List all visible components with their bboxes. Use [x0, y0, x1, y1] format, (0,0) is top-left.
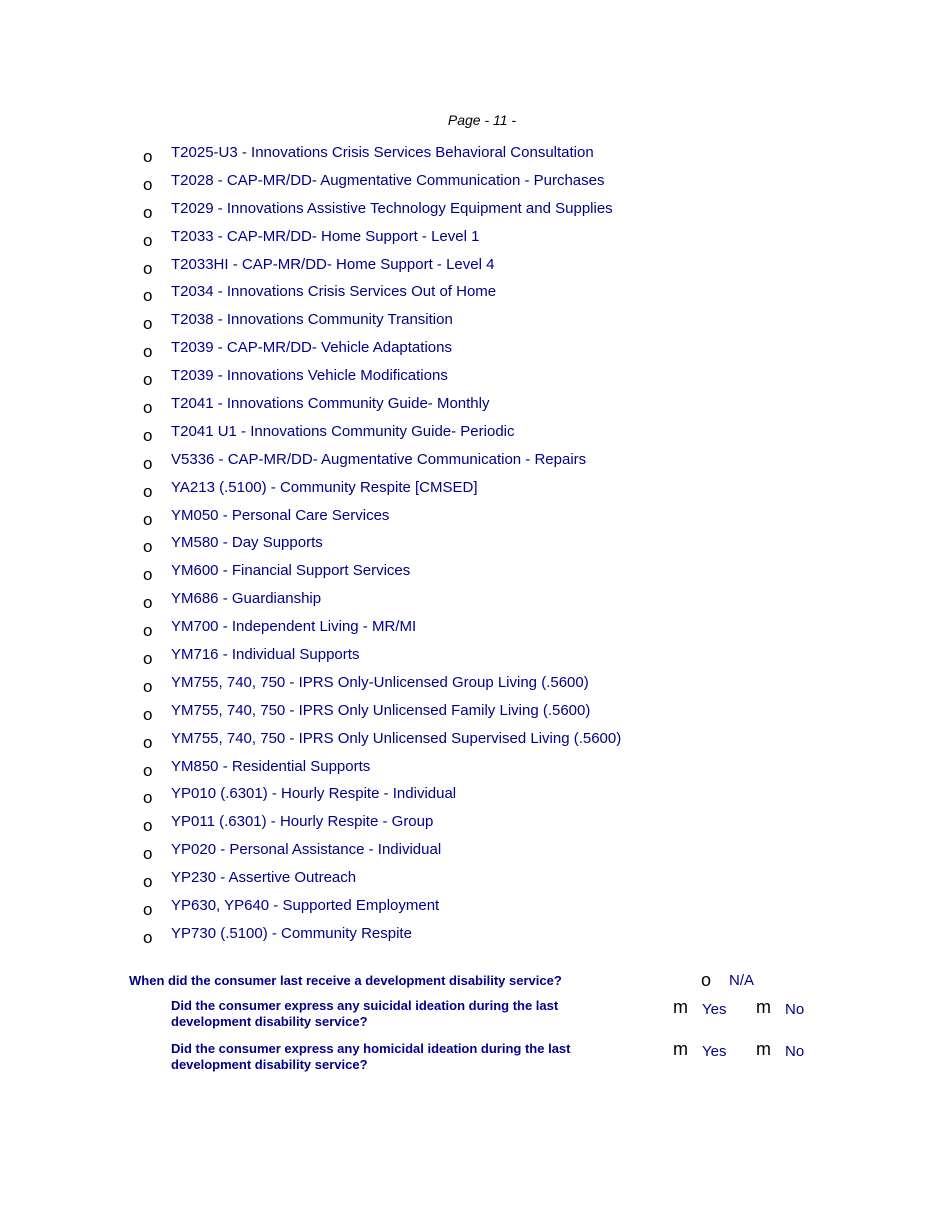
bullet-icon: o [143, 314, 153, 334]
bullet-icon: o [143, 649, 153, 669]
service-label: YP010 (.6301) - Hourly Respite - Individual [171, 785, 457, 803]
service-label: T2038 - Innovations Community Transition [171, 311, 453, 329]
service-label: YM700 - Independent Living - MR/MI [171, 618, 417, 636]
service-label: YM600 - Financial Support Services [171, 562, 411, 580]
last-service-question: When did the consumer last receive a development disability service? [129, 973, 562, 988]
bullet-icon: o [143, 788, 153, 808]
bullet-icon: o [143, 230, 153, 250]
service-label: YP230 - Assertive Outreach [171, 869, 357, 887]
service-label: YP730 (.5100) - Community Respite [171, 924, 412, 942]
suicidal-question-line1: Did the consumer express any suicidal ideation during the last [171, 998, 559, 1013]
service-label: V5336 - CAP-MR/DD- Augmentative Communication - Repairs [171, 450, 587, 468]
suicidal-yes-label: Yes [702, 1001, 727, 1018]
service-label: YM755, 740, 750 - IPRS Only-Unlicensed Group Living (.5600) [171, 673, 589, 691]
service-label: YM580 - Day Supports [171, 534, 323, 552]
service-label: YM850 - Residential Supports [171, 757, 371, 775]
service-label: YM755, 740, 750 - IPRS Only Unlicensed Family Living (.5600) [171, 701, 591, 719]
service-label: YM716 - Individual Supports [171, 646, 360, 664]
bullet-icon: o [143, 286, 153, 306]
bullet-icon: o [143, 900, 153, 920]
homicidal-ideation-question [171, 1041, 570, 1073]
homicidal-question-line2: development disability service? [171, 1057, 368, 1072]
service-label: T2039 - Innovations Vehicle Modifications [171, 367, 448, 385]
service-label: T2041 U1 - Innovations Community Guide- Periodic [171, 422, 515, 440]
bullet-icon: o [143, 676, 153, 696]
homicidal-no-label: No [785, 1043, 805, 1060]
bullet-icon: o [143, 872, 153, 892]
suicidal-ideation-question [171, 998, 558, 1030]
bullet-icon: o [143, 844, 153, 864]
service-label: YM686 - Guardianship [171, 590, 322, 608]
bullet-icon: o [143, 732, 153, 752]
bullet-icon: o [143, 174, 153, 194]
homicidal-no-radio[interactable]: m [756, 1039, 771, 1059]
service-label: T2028 - CAP-MR/DD- Augmentative Communication - Purchases [171, 171, 605, 189]
service-label: YM755, 740, 750 - IPRS Only Unlicensed Supervised Living (.5600) [171, 729, 622, 747]
service-label: YM050 - Personal Care Services [171, 506, 390, 524]
suicidal-question-line2: development disability service? [171, 1014, 368, 1029]
homicidal-question-line1: Did the consumer express any homicidal ideation during the last [171, 1041, 571, 1056]
bullet-icon: o [143, 342, 153, 362]
bullet-icon: o [143, 816, 153, 836]
service-label: YP630, YP640 - Supported Employment [171, 897, 440, 915]
service-label: T2029 - Innovations Assistive Technology Equipment and Supplies [171, 199, 613, 217]
suicidal-yes-radio[interactable]: m [673, 997, 688, 1017]
homicidal-yes-radio[interactable]: m [673, 1039, 688, 1059]
bullet-icon: o [143, 704, 153, 724]
service-label: T2041 - Innovations Community Guide- Monthly [171, 395, 490, 413]
bullet-icon: o [143, 621, 153, 641]
bullet-icon: o [143, 453, 153, 473]
bullet-icon: o [143, 760, 153, 780]
service-label: T2033 - CAP-MR/DD- Home Support - Level 1 [171, 227, 480, 245]
service-label: YP020 - Personal Assistance - Individual [171, 841, 442, 859]
bullet-icon: o [143, 370, 153, 390]
homicidal-yes-label: Yes [702, 1043, 727, 1060]
bullet-icon: o [143, 398, 153, 418]
na-radio[interactable]: o [701, 970, 712, 990]
bullet-icon: o [143, 481, 153, 501]
bullet-icon: o [143, 593, 153, 613]
bullet-icon: o [143, 537, 153, 557]
bullet-icon: o [143, 258, 153, 278]
bullet-icon: o [143, 425, 153, 445]
page-number: Page - 11 - [447, 112, 517, 128]
service-label: YP011 (.6301) - Hourly Respite - Group [171, 813, 434, 831]
bullet-icon: o [143, 202, 153, 222]
suicidal-no-label: No [785, 1001, 805, 1018]
bullet-icon: o [143, 565, 153, 585]
service-label: T2025-U3 - Innovations Crisis Services Behavioral Consultation [171, 144, 594, 161]
suicidal-no-radio[interactable]: m [756, 997, 771, 1017]
bullet-icon: o [143, 927, 153, 947]
service-label: T2033HI - CAP-MR/DD- Home Support - Level 4 [171, 255, 495, 273]
na-label: N/A [729, 972, 755, 989]
bullet-icon: o [143, 147, 153, 166]
service-label: T2039 - CAP-MR/DD- Vehicle Adaptations [171, 339, 452, 357]
bullet-icon: o [143, 509, 153, 529]
service-label: T2034 - Innovations Crisis Services Out of Home [171, 283, 497, 301]
service-label: YA213 (.5100) - Community Respite [CMSED] [171, 478, 478, 496]
